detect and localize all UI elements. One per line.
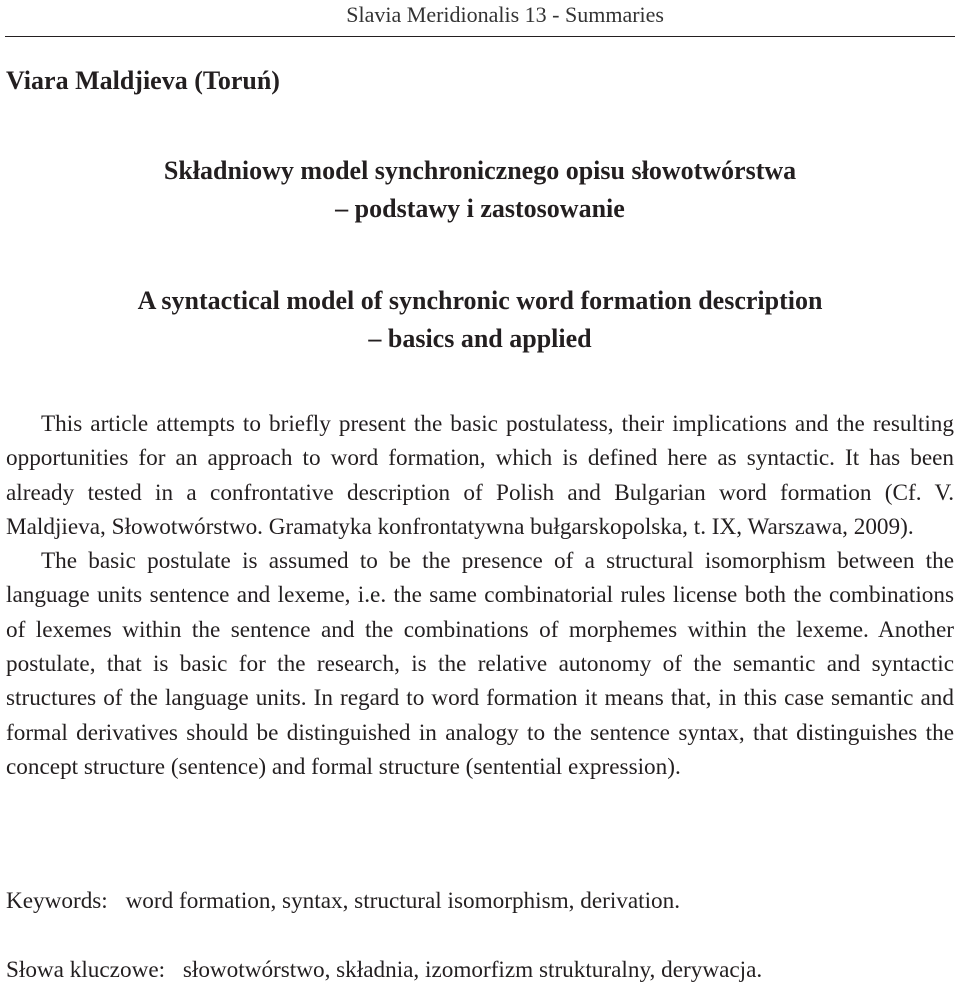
title-english <box>0 282 960 358</box>
title-polish-line-2: – podstawy i zastosowanie <box>335 194 625 223</box>
title-english-line-2: – basics and applied <box>368 324 592 353</box>
running-header: Slavia Meridionalis 13 - Summaries <box>346 2 664 27</box>
title-english-line-1: A syntactical model of synchronic word formation description <box>137 286 823 315</box>
abstract-paragraph-1: This article attempts to briefly present the basic postulatess, their implications and the resulting opportunities for an approach to word formation, which is defined here as syntactic. It has been already tested in a confrontative description of Polish and Bulgarian word formation (Cf. V. Maldjieva, Słowotwórstwo. Gramatyka konfrontatywna bułgarskopolska, t. IX, Warszawa, 2009). <box>6 411 954 540</box>
keywords-value: word formation, syntax, structural isomorphism, derivation. <box>125 888 681 914</box>
keywords <box>6 884 954 918</box>
slowa-kluczowe-value: słowotwórstwo, składnia, izomorfizm strukturalny, derywacja. <box>182 957 763 983</box>
slowa-kluczowe <box>6 953 954 987</box>
abstract-paragraph-2: The basic postulate is assumed to be the presence of a structural isomorphism between the language units sentence and lexeme, i.e. the same combinatorial rules license both the combinations of lexemes within the sentence and the combinations of morphemes within the lexeme. Another postulate, that is basic for the research, is the relative autonomy of the semantic and syntactic structures of the language units. In regard to word formation it means that, in this case semantic and formal derivatives should be distinguished in analogy to the sentence syntax, that distinguishes the concept structure (sentence) and formal structure (sentential expression). <box>6 548 954 780</box>
keywords-label: Keywords: <box>6 888 108 914</box>
author-name: Viara Maldjieva (Toruń) <box>6 66 280 95</box>
slowa-kluczowe-label: Słowa kluczowe: <box>6 957 166 983</box>
title-polish <box>0 152 960 228</box>
title-polish-line-1: Składniowy model synchronicznego opisu słowotwórstwa <box>163 156 797 185</box>
abstract <box>6 407 954 784</box>
header-divider <box>5 36 955 37</box>
